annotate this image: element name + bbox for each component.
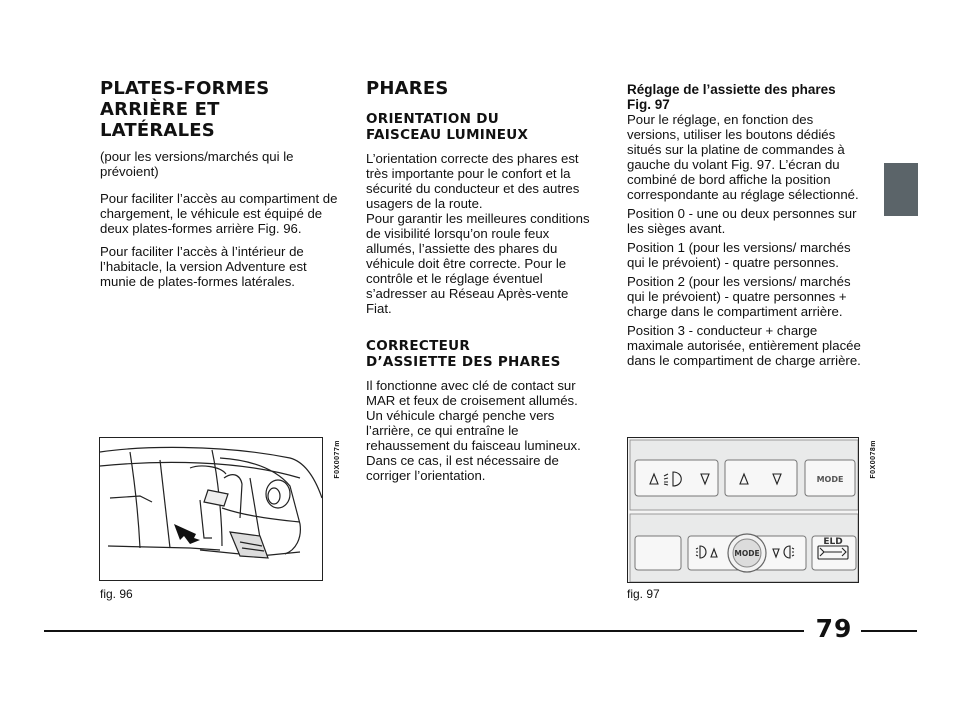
subheading-beam-orientation: ORIENTATION DU FAISCEAU LUMINEUX [366,111,529,143]
figure-97-code: F0X0078m [870,440,877,479]
rear-platform-illustration [100,438,323,581]
corrector-paragraph: Il fonctionne avec clé de contact sur MAR et feux de croisement allumés. Un véhicule chargé penche vers l’arrière, ce qui entraîne le rehaussement du faisceau lumineux. Dans ce cas, il est nécessaire de corriger l’orientation. [366,378,581,483]
eld-label: ELD [823,537,843,547]
footer-rule-right [861,630,917,632]
platforms-subtitle: (pour les versions/marchés qui le prévoient) [100,149,294,179]
mode-label-center: MODE [734,549,760,558]
position-1-text: Position 1 (pour les versions/ marchés qui le prévoient) - quatre personnes. [627,240,851,270]
subheading-leveling-adjustment: Réglage de l’assiette des phares Fig. 97 [627,82,836,112]
subheading-leveling-corrector: CORRECTEUR D’ASSIETTE DES PHARES [366,338,561,370]
beam-paragraph-1: L’orientation correcte des phares est très importante pour le confort et la sécurité du conducteur et des autres usagers de la route. [366,151,580,211]
adjustment-paragraph: Pour le réglage, en fonction des versions, utiliser les boutons dédiés situés sur la platine de commandes à gauche du volant Fig. 97. L’écran du combiné de bord affiche la position correspondante au réglage sélectionné. [627,112,859,202]
position-2-text: Position 2 (pour les versions/ marchés qui le prévoient) - quatre personnes + charge dans le compartiment arrière. [627,274,851,319]
figure-96-code: F0X0077m [334,440,341,479]
section-heading-headlights: PHARES [366,78,449,99]
column-middle [366,78,596,483]
column-left [100,78,340,289]
platforms-paragraph-1: Pour faciliter l’accès au compartiment de chargement, le véhicule est équipé de deux plates-formes arrière Fig. 96. [100,191,338,236]
figure-97-control-panel [627,437,859,583]
footer-rule-left [44,630,804,632]
chapter-tab [884,163,918,216]
control-panel-illustration [628,438,859,583]
beam-paragraph-2: Pour garantir les meilleures conditions de visibilité lorsqu’on roule feux allumés, l’assiette des phares du véhicule doit être correcte. Pour le contrôle et le réglage éventuel s’adresser au Réseau Après-vente Fiat. [366,211,590,316]
position-3-text: Position 3 - conducteur + charge maximale autorisée, entièrement placée dans le compartiment de charge arrière. [627,323,861,368]
figure-96-caption: fig. 96 [100,587,133,601]
column-right [627,82,862,368]
position-0-text: Position 0 - une ou deux personnes sur les sièges avant. [627,206,857,236]
figure-96-rear-platforms [99,437,323,581]
mode-label-top: MODE [816,475,844,484]
platforms-paragraph-2: Pour faciliter l’accès à l’intérieur de l’habitacle, la version Adventure est munie de plates-formes latérales. [100,244,307,289]
figure-97-caption: fig. 97 [627,587,660,601]
page-number: 79 [815,614,853,643]
section-heading-platforms: PLATES-FORMES ARRIÈRE ET LATÉRALES [100,78,270,141]
